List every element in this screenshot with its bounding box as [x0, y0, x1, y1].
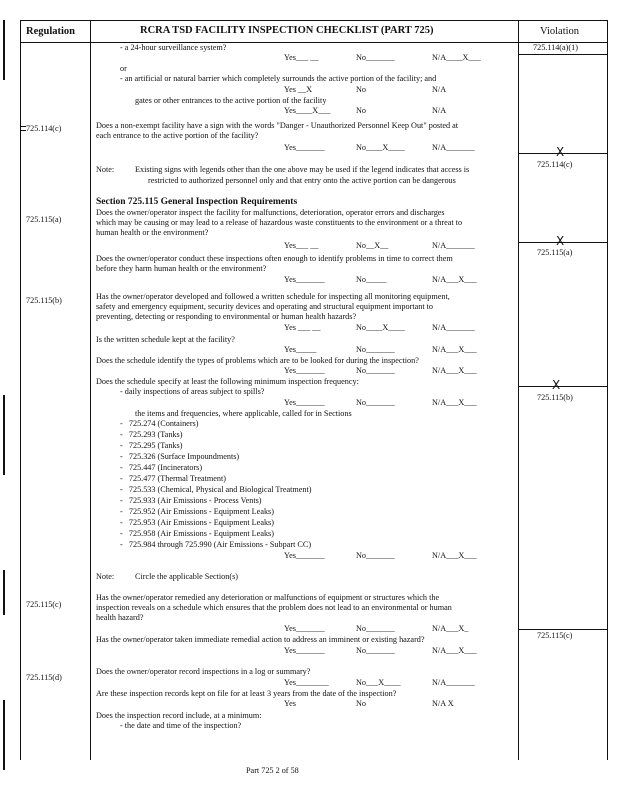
question-text: Does the schedule specify at least the following minimum inspection frequency:	[96, 377, 359, 386]
header-rule	[20, 42, 608, 43]
question-text: Does the owner/operator record inspections in a log or summary?	[96, 667, 311, 676]
na-field[interactable]: N/A___X___	[432, 345, 477, 354]
regulation-label: 725.115(d)	[26, 673, 62, 682]
regulation-label: 725.115(c)	[26, 600, 62, 609]
checklist-connector: or	[120, 64, 127, 73]
note-label: Note:	[96, 572, 115, 581]
right-border	[607, 20, 608, 760]
na-field[interactable]: N/A___X___	[432, 646, 477, 655]
section-list-item[interactable]: - 725.933 (Air Emissions - Process Vents)	[120, 496, 262, 505]
no-field[interactable]: No_______	[356, 398, 395, 407]
yes-field[interactable]: Yes_____	[284, 345, 317, 354]
na-field[interactable]: N/A_______	[432, 678, 475, 687]
question-text: Does a non-exempt facility have a sign with the words "Danger - Unauthorized Personnel Keep Out" posted at	[96, 121, 459, 130]
yes-field[interactable]: Yes_______	[284, 398, 325, 407]
regulation-label: 725.115(b)	[26, 296, 62, 305]
page-number: Part 725 2 of 58	[246, 766, 299, 775]
question-text: Does the inspection record include, at a minimum:	[96, 711, 262, 720]
section-list-item[interactable]: - 725.274 (Containers)	[120, 419, 199, 428]
no-field[interactable]: No_______	[356, 624, 395, 633]
violation-rule	[518, 54, 607, 55]
violation-rule	[518, 386, 607, 387]
no-field[interactable]: No____X____	[356, 143, 405, 152]
na-field[interactable]: N/A____X___	[432, 53, 481, 62]
checklist-item: - an artificial or natural barrier which completely surrounds the active portion of the facility; and	[120, 74, 437, 83]
yes-field[interactable]: Yes __X	[284, 85, 313, 94]
margin-bar	[3, 570, 5, 615]
question-text: Are these inspection records kept on file for at least 3 years from the date of the inspection?	[96, 689, 397, 698]
question-text: each entrance to the active portion of the facility?	[96, 131, 259, 140]
no-field[interactable]: No_____	[356, 275, 387, 284]
question-text: safety and emergency equipment, security devices and operating and structural equipment important to	[96, 302, 434, 311]
question-text: which may be causing or may lead to a release of hazardous waste constituents to the environment or a threat to	[96, 218, 463, 227]
question-text: human health or the environment?	[96, 228, 209, 237]
violation-label: 725.114(c)	[537, 160, 573, 169]
na-field[interactable]: N/A	[432, 85, 447, 94]
no-field[interactable]: No_______	[356, 345, 395, 354]
question-text: Has the owner/operator developed and followed a written schedule for inspecting all monitoring equipment,	[96, 292, 450, 301]
question-text: Is the written schedule kept at the facility?	[96, 335, 235, 344]
na-field[interactable]: N/A_______	[432, 143, 475, 152]
checklist-item: - a 24-hour surveillance system?	[120, 43, 227, 52]
section-heading: Section 725.115 General Inspection Requirements	[96, 197, 298, 207]
question-text: preventing, detecting or responding to environmental or human health hazards?	[96, 312, 357, 321]
na-field[interactable]: N/A_______	[432, 323, 475, 332]
section-list-item[interactable]: - 725.293 (Tanks)	[120, 430, 183, 439]
margin-bar	[3, 20, 5, 80]
no-field[interactable]: No	[356, 699, 367, 708]
top-border	[20, 20, 608, 21]
violation-x-mark: X	[556, 145, 565, 159]
note-label: Note:	[96, 165, 115, 174]
yes-field[interactable]: Yes___ __	[284, 53, 319, 62]
yes-field[interactable]: Yes___ __	[284, 241, 319, 250]
regulation-header: Regulation	[26, 26, 76, 37]
question-text: Does the schedule identify the types of problems which are to be looked for during the inspection?	[96, 356, 419, 365]
yes-field[interactable]: Yes_______	[284, 551, 325, 560]
regulation-column-divider	[90, 20, 91, 760]
violation-header: Violation	[540, 26, 580, 37]
na-field[interactable]: N/A X	[432, 699, 454, 708]
yes-field[interactable]: Yes________	[284, 678, 329, 687]
question-text: Does the owner/operator conduct these inspections often enough to identify problems in time to correct them	[96, 254, 453, 263]
question-text: inspection reveals on a schedule which ensures that the problem does not lead to an environmental or human	[96, 603, 452, 612]
left-border	[20, 20, 21, 760]
note-text: Circle the applicable Section(s)	[135, 572, 238, 581]
na-field[interactable]: N/A___X___	[432, 398, 477, 407]
section-list-item[interactable]: - 725.447 (Incinerators)	[120, 463, 203, 472]
na-field[interactable]: N/A___X_	[432, 624, 469, 633]
section-list-item[interactable]: - 725.984 through 725.990 (Air Emissions - Subpart CC)	[120, 540, 312, 549]
violation-label: 725.114(a)(1)	[533, 43, 578, 52]
no-field[interactable]: No___X____	[356, 678, 401, 687]
violation-column-divider	[518, 20, 519, 760]
violation-rule	[518, 629, 607, 630]
note-text: Existing signs with legends other than the one above may be used if the legend indicates that access is	[135, 165, 470, 174]
no-field[interactable]: No_______	[356, 366, 395, 375]
no-field[interactable]: No_______	[356, 646, 395, 655]
yes-field[interactable]: Yes	[284, 699, 296, 708]
checklist-item: gates or other entrances to the active portion of the facility	[135, 96, 327, 105]
yes-field[interactable]: Yes_______	[284, 143, 325, 152]
section-list-item[interactable]: - 725.295 (Tanks)	[120, 441, 183, 450]
checklist-item: the items and frequencies, where applicable, called for in Sections	[135, 409, 352, 418]
section-list-item[interactable]: - 725.326 (Surface Impoundments)	[120, 452, 240, 461]
no-field[interactable]: No__X__	[356, 241, 389, 250]
no-field[interactable]: No_______	[356, 551, 395, 560]
no-field[interactable]: No	[356, 85, 367, 94]
violation-label: 725.115(b)	[537, 393, 573, 402]
na-field[interactable]: N/A	[432, 106, 447, 115]
no-field[interactable]: No____X____	[356, 323, 405, 332]
question-text: before they harm human health or the environment?	[96, 264, 267, 273]
question-text: Does the owner/operator inspect the facility for malfunctions, deterioration, operator errors and discharges	[96, 208, 445, 217]
section-list-item[interactable]: - 725.533 (Chemical, Physical and Biological Treatment)	[120, 485, 312, 494]
section-list-item[interactable]: - 725.958 (Air Emissions - Equipment Leaks)	[120, 529, 274, 538]
na-field[interactable]: N/A___X___	[432, 275, 477, 284]
yes-field[interactable]: Yes_______	[284, 624, 325, 633]
checklist-item: - daily inspections of areas subject to spills?	[120, 387, 265, 396]
no-field[interactable]: No_______	[356, 53, 395, 62]
section-list-item[interactable]: - 725.952 (Air Emissions - Equipment Leaks)	[120, 507, 274, 516]
regulation-label: 725.114(c)	[26, 124, 62, 133]
violation-label: 725.115(c)	[537, 631, 573, 640]
na-field[interactable]: N/A___X___	[432, 366, 477, 375]
margin-bar	[3, 700, 5, 770]
note-text: restricted to authorized personnel only and that entry onto the active portion can be dangerous	[148, 176, 456, 185]
yes-field[interactable]: Yes_______	[284, 366, 325, 375]
question-text: Has the owner/operator taken immediate remedial action to address an imminent or existing hazard?	[96, 635, 425, 644]
yes-field[interactable]: Yes ___ __	[284, 323, 321, 332]
na-field[interactable]: N/A_______	[432, 241, 475, 250]
page-title: RCRA TSD FACILITY INSPECTION CHECKLIST (PART 725)	[140, 25, 434, 36]
section-list-item[interactable]: - 725.953 (Air Emissions - Equipment Leaks)	[120, 518, 274, 527]
yes-field[interactable]: Yes____X___	[284, 106, 331, 115]
section-list-item[interactable]: - 725.477 (Thermal Treatment)	[120, 474, 226, 483]
margin-bar	[3, 395, 5, 475]
violation-label: 725.115(a)	[537, 248, 573, 257]
na-field[interactable]: N/A___X___	[432, 551, 477, 560]
no-field[interactable]: No	[356, 106, 367, 115]
checklist-item: - the date and time of the inspection?	[120, 721, 242, 730]
violation-x-mark: X	[556, 234, 565, 248]
question-text: Has the owner/operator remedied any deterioration or malfunctions of equipment or structures which the	[96, 593, 440, 602]
yes-field[interactable]: Yes_______	[284, 646, 325, 655]
regulation-label: 725.115(a)	[26, 215, 62, 224]
question-text: health hazard?	[96, 613, 144, 622]
yes-field[interactable]: Yes_______	[284, 275, 325, 284]
violation-x-mark: X	[552, 378, 561, 392]
